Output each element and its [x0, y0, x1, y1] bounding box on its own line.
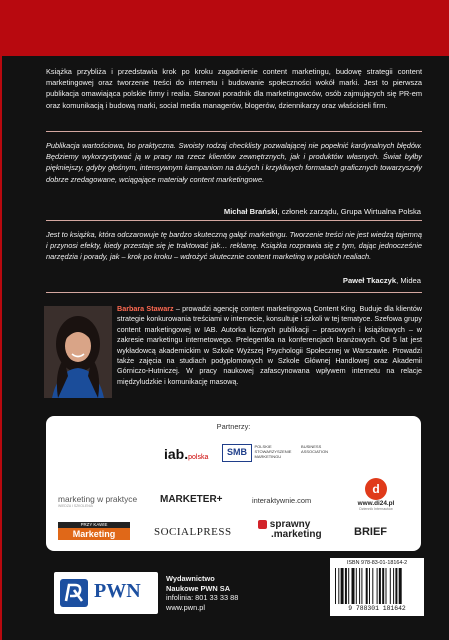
publisher-line-2: Naukowe PWN SA: [166, 583, 231, 593]
sprawny-marketing-logo: [258, 520, 322, 540]
interaktywnie-logo: interaktywnie.com: [252, 496, 312, 505]
smb-logo-text: POLSKIE STOWARZYSZENIE MARKETINGU: [254, 444, 292, 459]
review-1-author: Michał Brański: [223, 207, 278, 216]
partners-label: Partnerzy:: [216, 422, 251, 431]
pwn-logo-text: PWN: [94, 580, 141, 602]
marketing-w-praktyce-logo: [58, 494, 137, 508]
author-name: Barbara Stawarz: [117, 304, 174, 313]
publisher-info: [166, 574, 238, 612]
partners-panel: [46, 416, 421, 551]
divider: [46, 220, 422, 221]
socialpress-logo: SOCIALPRESS: [154, 526, 232, 538]
di24-logo: [346, 478, 406, 511]
sprawny-heart-icon: [258, 520, 267, 529]
przy-kawie-logo: [58, 522, 130, 540]
publisher-phone: infolinia: 801 33 33 88: [166, 593, 239, 603]
review-2-role: , Midea: [396, 276, 421, 285]
author-bio: [117, 304, 422, 387]
barcode-digits: 9 788301 181642: [348, 605, 406, 612]
iab-logo-sub: polska: [188, 454, 209, 461]
przy-kawie-sub: Marketing: [58, 528, 130, 540]
iab-logo: [164, 446, 208, 462]
book-description: [46, 66, 422, 111]
author-portrait-icon: [44, 306, 112, 398]
review-2-signature: [343, 276, 421, 285]
divider: [46, 292, 422, 293]
review-1-role: , członek zarządu, Grupa Wirtualna Polska: [277, 207, 421, 216]
di24-icon: d: [365, 478, 387, 500]
brief-logo: BRIEF: [354, 526, 387, 538]
marketer-plus-logo: MARKETER+: [160, 494, 223, 505]
author-photo: [44, 306, 112, 398]
publisher-website: www.pwn.pl: [166, 602, 206, 612]
iab-logo-text: iab.: [164, 446, 189, 462]
pwn-logo: [54, 572, 158, 614]
di24-logo-sub: Dziennik Internautów: [359, 507, 393, 511]
review-quote-1: [46, 140, 422, 185]
publisher-line-1: Wydawnictwo: [166, 574, 215, 583]
divider: [46, 131, 422, 132]
di24-logo-text: www.di24.pl: [357, 500, 395, 507]
sprawny-logo-text-2: .marketing: [271, 529, 322, 541]
review-1-signature: [224, 207, 421, 216]
author-bio-text: – prowadzi agencję content marketingową Content King. Buduje dla klientów strategie konkurowania treściami w internecie, konsultuje i szkoli w tej tematyce. Szefowa grupy content marketingowej w IAB. Autorka licznych publikacji – prasowych i książkowych – w zakresie marketingu internetowego. Prelegentka na konferencjach branżowych. Od 5 lat jest wykładowcą akademickim w Szkole Wyższej Psychologii Społecznej w Warszawie. Prowadzi także zajęcia na studiach podyplomowych w Szkole Głównej Handlowej oraz Akademii Górniczo-Hutniczej. W pracy naukowej zafascynowana wpływem internetu na relacje międzyludzkie i komunikację masową.: [117, 304, 423, 386]
quote-1-text: Publikacja wartościowa, bo praktyczna. Swoisty rodzaj checklisty pozwalającej nie popełnić kardynalnych błędów. Będziemy wykorzystywać ją w pracy na rzecz klientów zewnętrznych, jak i produktów własnych. Świat byłby piękniejszy, gdyby głośnym, intensywnym kampaniom na dużych i krzykliwych formatach graficznych towarzyszyły dobrze zredagowane, wciągające materiały content marketingowe.: [46, 141, 422, 184]
sprawny-logo-text: sprawny: [269, 519, 311, 531]
smb-logo-mark: SMB: [222, 444, 252, 462]
quote-2-text: Jest to książka, która odczarowuje tę bardzo skuteczną gałąź marketingu. Tworzenie treści nie jest wiedzą tajemną i przynosi efekty, kiedy przestaje się je traktować jak… reklamę. Książka rozprawia się z tym, dając jednocześnie narzędzia i porady, jak – krok po kroku – wdrożyć skutecznie content marketing w polskich realiach.: [46, 230, 422, 262]
isbn-number: ISBN 978-83-01-18164-2: [346, 560, 408, 566]
pwn-mark-icon: [60, 579, 88, 607]
smb-logo-text-2: BUSINESS ASSOCIATION: [301, 444, 329, 454]
review-quote-2: [46, 229, 422, 263]
review-2-author: Paweł Tkaczyk: [342, 276, 397, 285]
barcode: [330, 558, 424, 616]
smb-logo: [222, 444, 335, 462]
mwp-logo-sub: WIEDZA I SZKOLENIA: [58, 504, 93, 508]
description-text: Książka przybliża i przedstawia krok po kroku zagadnienie content marketingu, budowę strategii content marketingowej oraz tworzenie treści do internetu i budowanie społeczności wokół marki. Jest to pierwsza publikacja omawiająca polskie firmy i realia. Stanowi poradnik dla marketingowców, osób zajmujących się PR-em oraz komunikacją i budową marki, social media managerów, blogerów, dziennikarzy oraz właścicieli firm.: [46, 67, 422, 110]
barcode-bars-icon: [335, 568, 419, 604]
mwp-logo-text: marketing w praktyce: [58, 494, 138, 504]
przy-kawie-text: PRZY KAWIE: [58, 522, 130, 528]
